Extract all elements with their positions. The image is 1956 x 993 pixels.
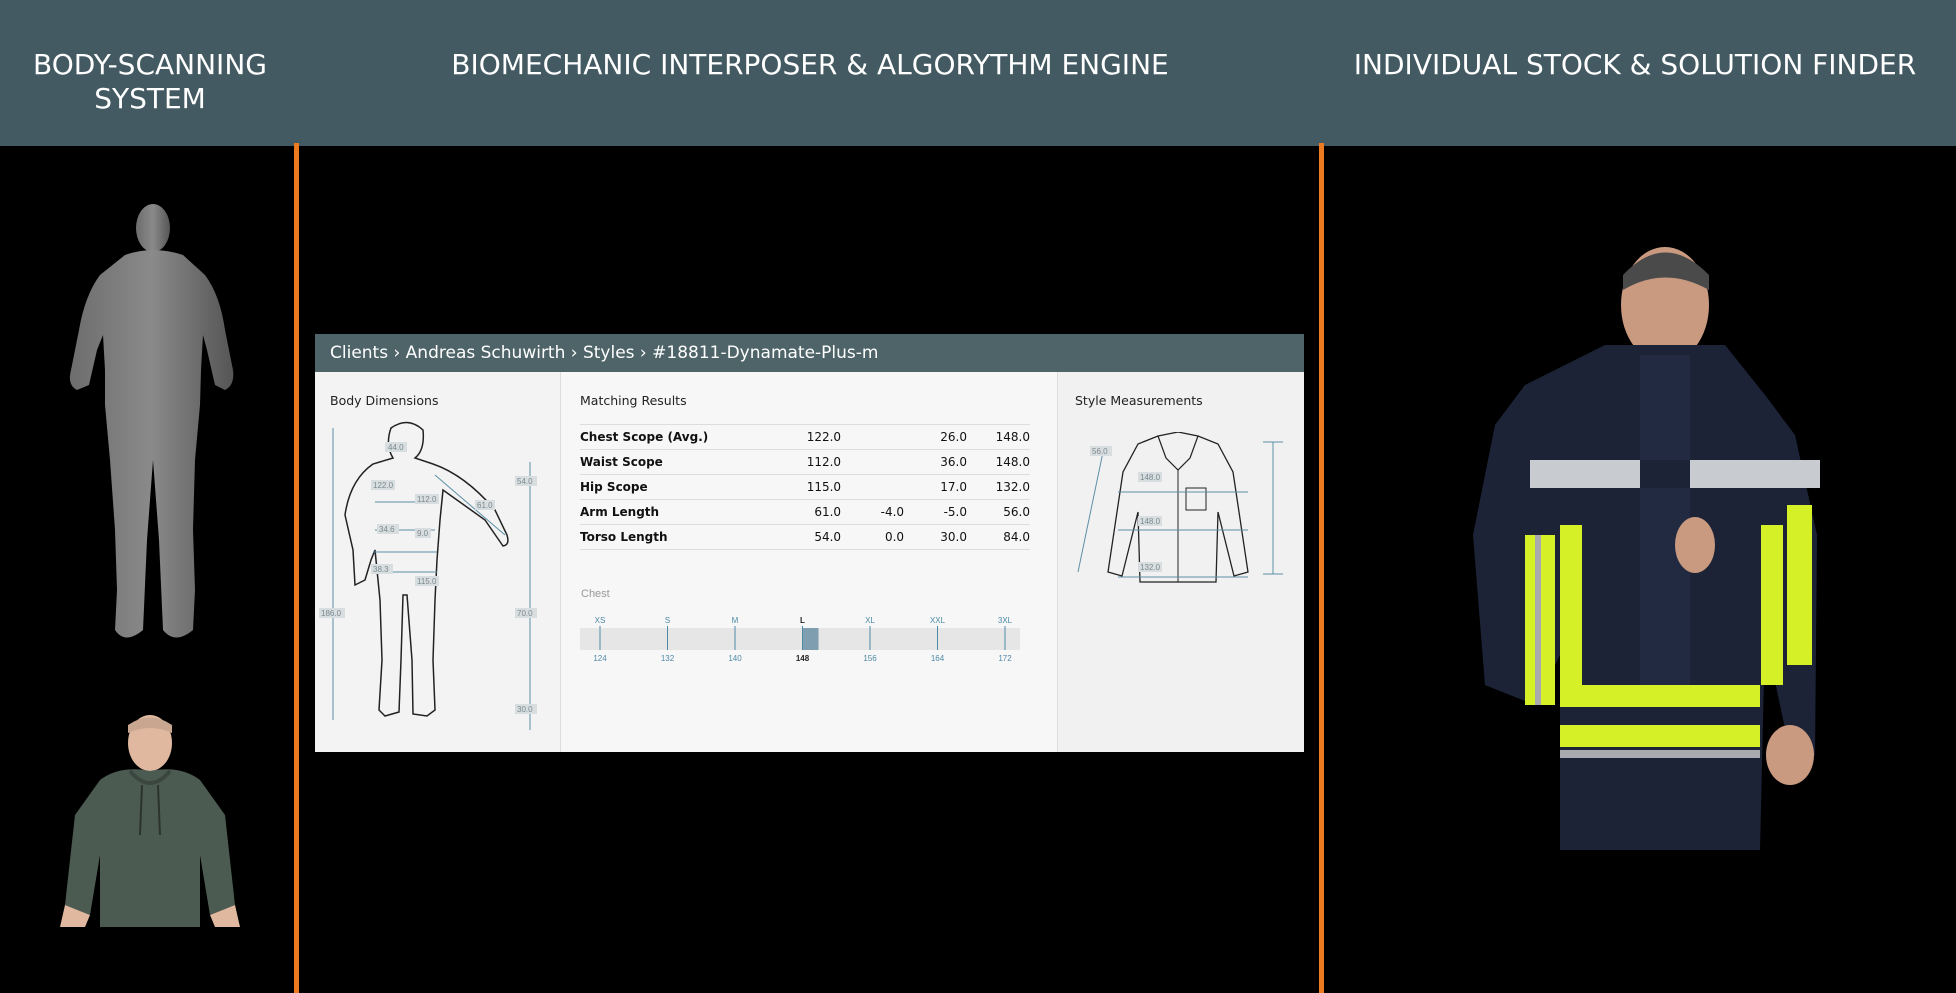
dim-tag: 61.0 xyxy=(477,501,493,510)
row-label: Torso Length xyxy=(580,525,763,550)
dim-tag: 44.0 xyxy=(388,443,404,452)
size-value: 156 xyxy=(863,654,877,663)
row-value: 56.0 xyxy=(967,500,1030,525)
row-value: 84.0 xyxy=(967,525,1030,550)
row-value xyxy=(841,450,904,475)
row-value: 122.0 xyxy=(763,425,841,450)
fit-panel xyxy=(315,334,1304,752)
body-scanning-title: BODY-SCANNING SYSTEM xyxy=(33,48,267,115)
size-value: 172 xyxy=(998,654,1012,663)
table-row xyxy=(580,475,1030,500)
solution-finder-title: INDIVIDUAL STOCK & SOLUTION FINDER xyxy=(1353,48,1917,81)
dim-tag: 115.0 xyxy=(417,577,437,586)
table-row xyxy=(580,525,1030,550)
size-value: 132 xyxy=(660,654,675,663)
size-scale-label: Chest xyxy=(581,588,610,600)
row-value: 17.0 xyxy=(904,475,967,500)
row-label: Hip Scope xyxy=(580,475,763,500)
row-label: Arm Length xyxy=(580,500,763,525)
left-divider xyxy=(294,143,299,993)
row-value: 30.0 xyxy=(904,525,967,550)
table-row xyxy=(580,450,1030,475)
row-value: 132.0 xyxy=(967,475,1030,500)
size-scale xyxy=(580,604,1040,664)
style-tag: 132.0 xyxy=(1140,563,1161,572)
dim-tag: 34.6 xyxy=(379,525,395,534)
size-label[interactable]: 3XL xyxy=(997,616,1013,625)
size-value: 148 xyxy=(795,654,810,663)
row-value: 54.0 xyxy=(763,525,841,550)
dim-tag: 38.3 xyxy=(373,565,389,574)
style-measurements-label: Style Measurements xyxy=(1075,393,1203,408)
row-value: -5.0 xyxy=(904,500,967,525)
firefighter-photo xyxy=(1465,235,1825,850)
size-label[interactable]: XS xyxy=(594,616,606,625)
person-photo xyxy=(60,705,240,927)
dim-tag: 122.0 xyxy=(373,481,394,490)
row-value xyxy=(841,475,904,500)
dim-tag: 9.0 xyxy=(417,529,429,538)
row-value: 148.0 xyxy=(967,425,1030,450)
size-label[interactable]: XL xyxy=(865,616,875,625)
jacket-diagram xyxy=(1058,432,1305,612)
row-value: 115.0 xyxy=(763,475,841,500)
dim-tag: 186.0 xyxy=(321,609,342,618)
row-value: 36.0 xyxy=(904,450,967,475)
body-scan-figure xyxy=(55,200,245,650)
size-label[interactable]: M xyxy=(731,616,739,625)
breadcrumb[interactable]: Clients › Andreas Schuwirth › Styles › #18811-Dynamate-Plus-m xyxy=(315,334,1304,372)
size-value: 164 xyxy=(930,654,945,663)
row-value: 26.0 xyxy=(904,425,967,450)
dim-tag: 70.0 xyxy=(517,609,533,618)
matching-results-column xyxy=(561,372,1057,752)
row-value: 0.0 xyxy=(841,525,904,550)
body-dimensions-label: Body Dimensions xyxy=(330,393,439,408)
body-outline-diagram xyxy=(315,420,561,740)
style-tag: 148.0 xyxy=(1140,473,1161,482)
size-scale-track xyxy=(580,628,1020,650)
header-bar xyxy=(0,0,1956,146)
right-divider xyxy=(1319,143,1324,993)
row-value: -4.0 xyxy=(841,500,904,525)
size-label[interactable]: XXL xyxy=(929,616,946,625)
style-tag: 56.0 xyxy=(1092,447,1108,456)
size-label[interactable]: S xyxy=(664,616,671,625)
size-value: 140 xyxy=(728,654,742,663)
body-dimensions-column xyxy=(315,372,561,752)
row-label: Chest Scope (Avg.) xyxy=(580,425,763,450)
style-tag: 148.0 xyxy=(1140,517,1161,526)
style-measurements-column xyxy=(1057,372,1304,752)
dim-tag: 112.0 xyxy=(417,495,437,504)
dim-tag: 30.0 xyxy=(517,705,533,714)
matching-results-label: Matching Results xyxy=(580,393,687,408)
row-value: 61.0 xyxy=(763,500,841,525)
row-value: 112.0 xyxy=(763,450,841,475)
table-row xyxy=(580,425,1030,450)
matching-table xyxy=(580,424,1030,550)
engine-title: BIOMECHANIC INTERPOSER & ALGORYTHM ENGINE xyxy=(451,48,1169,81)
size-value: 124 xyxy=(593,654,607,663)
size-label[interactable]: L xyxy=(800,616,805,625)
row-value xyxy=(841,425,904,450)
row-label: Waist Scope xyxy=(580,450,763,475)
selected-size-marker xyxy=(803,628,819,650)
table-row xyxy=(580,500,1030,525)
row-value: 148.0 xyxy=(967,450,1030,475)
dim-tag: 54.0 xyxy=(517,477,533,486)
